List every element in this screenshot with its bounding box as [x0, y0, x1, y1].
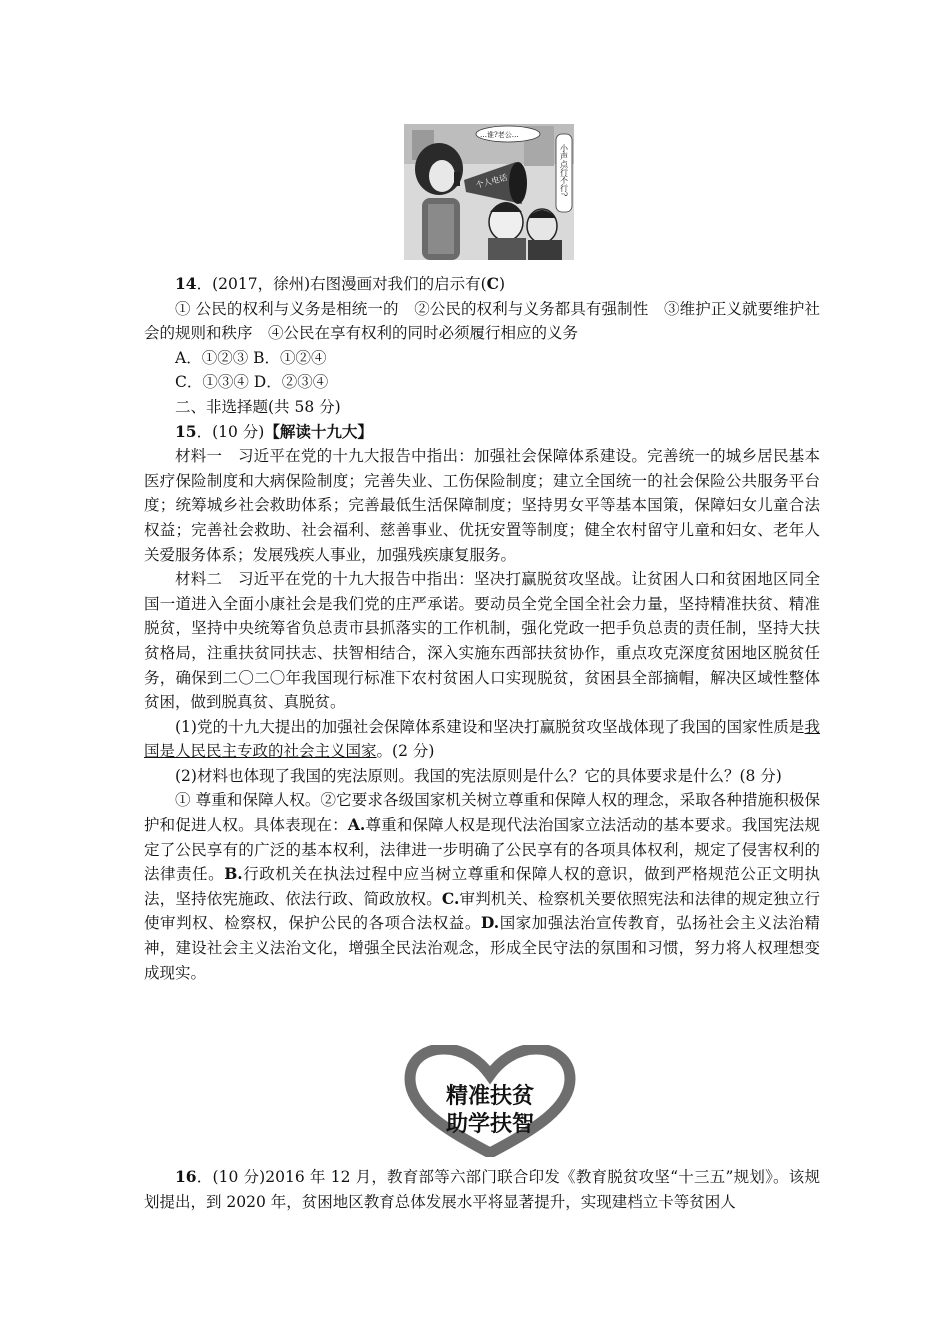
megaphone-text: 个人电话 [474, 172, 509, 190]
question-block-16 [144, 1165, 820, 1214]
q14-choices-ab: A．①②③ B．①②④ [175, 348, 327, 367]
q16-stem: 16．(10 分)2016 年 12 月，教育部等六部门联合印发《教育脱贫攻坚“十三五”规划》。该规划提出，到 2020 年，贫困地区教育总体发展水平将显著提升，实现建档立卡等贫困人 [144, 1167, 820, 1211]
q15-answer-2: ① 尊重和保障人权。②它要求各级国家机关树立尊重和保障人权的理念，采取各种措施积极保护和促进人权。具体表现在：A.尊重和保障人权是现代法治国家立法活动的基本要求。我国宪法规定了公民享有的广泛的基本权利，法律进一步明确了公民享有的各项具体权利，规定了侵害权利的法律责任。B.行政机关在执法过程中应当树立尊重和保障人权的意识，做到严格规范公正文明执法，坚持依宪施政、依法行政、简政放权。C.审判机关、检察机关要依照宪法和法律的规定独立行使审判权、检察权，保护公民的各项合法权益。D.国家加强法治宣传教育，弘扬社会主义法治精神，建设社会主义法治文化，增强全民法治观念，形成全民守法的氛围和习惯，努力将人权理想变成现实。 [144, 791, 820, 982]
q15-number: 15 [175, 421, 197, 441]
q14-number: 14 [175, 274, 197, 293]
q15-subquestion-1: (1)党的十九大提出的加强社会保障体系建设和坚决打赢脱贫攻坚战体现了我国的国家性质是我国是人民民主专政的社会主义国家。(2 分) [144, 717, 820, 761]
q15-subquestion-2: (2)材料也体现了我国的宪法原则。我国的宪法原则是什么？它的具体要求是什么？(8 分) [175, 766, 782, 785]
logo-line-2: 助学扶智 [445, 1112, 535, 1137]
q14-answer: C [486, 274, 500, 293]
q15-material-1: 材料一 习近平在党的十九大报告中指出：加强社会保障体系建设。完善统一的城乡居民基本医疗保险制度和大病保险制度；完善失业、工伤保险制度；建立全国统一的社会保险公共服务平台度；统筹城乡社会救助体系；完善最低生活保障制度；坚持男女平等基本国策，保障妇女儿童合法权益；完善社会救助、社会福利、慈善事业、优抚安置等制度；健全农村留守儿童和妇女、老年人关爱服务体系；发展残疾人事业，加强残疾康复服务。 [144, 447, 820, 564]
q14-statements: ① 公民的权利与义务是相统一的 ②公民的权利与义务都具有强制性 ③维护正义就要维护社会的规则和秩序 ④公民在享有权利的同时必须履行相应的义务 [144, 299, 820, 343]
q15-stem: 15．(10 分)【解读十九大】 [175, 421, 373, 441]
q15-answer-1: 我国是人民民主专政的社会主义国家 [144, 717, 820, 761]
q14-stem: 14．(2017，徐州)右图漫画对我们的启示有(C) [175, 274, 506, 293]
cartoon-illustration [404, 124, 574, 260]
speech-bubble-right: 小声点行不行? [559, 144, 569, 197]
q14-choices-cd: C．①③④ D．②③④ [175, 373, 329, 392]
logo-line-1: 精准扶贫 [445, 1084, 535, 1109]
heart-logo [404, 1045, 576, 1157]
section-heading-non-choice: 二、非选择题(共 58 分) [175, 397, 341, 416]
question-block-main [144, 272, 820, 985]
q15-tag: 【解读十九大】 [264, 421, 373, 441]
speech-bubble-left: …谁?老公… [480, 131, 519, 139]
q16-number: 16 [175, 1167, 197, 1186]
q15-material-2: 材料二 习近平在党的十九大报告中指出：坚决打赢脱贫攻坚战。让贫困人口和贫困地区同全国一道进入全面小康社会是我们党的庄严承诺。要动员全党全国全社会力量，坚持精准扶贫、精准脱贫，坚持中央统筹省负总责市县抓落实的工作机制，强化党政一把手负总责的责任制，坚持大扶贫格局，注重扶贫同扶志、扶智相结合，深入实施东西部扶贫协作，重点攻克深度贫困地区脱贫任务，确保到二〇二〇年我国现行标准下农村贫困人口实现脱贫，贫困县全部摘帽，解决区域性整体贫困，做到脱真贫、真脱贫。 [144, 570, 820, 712]
